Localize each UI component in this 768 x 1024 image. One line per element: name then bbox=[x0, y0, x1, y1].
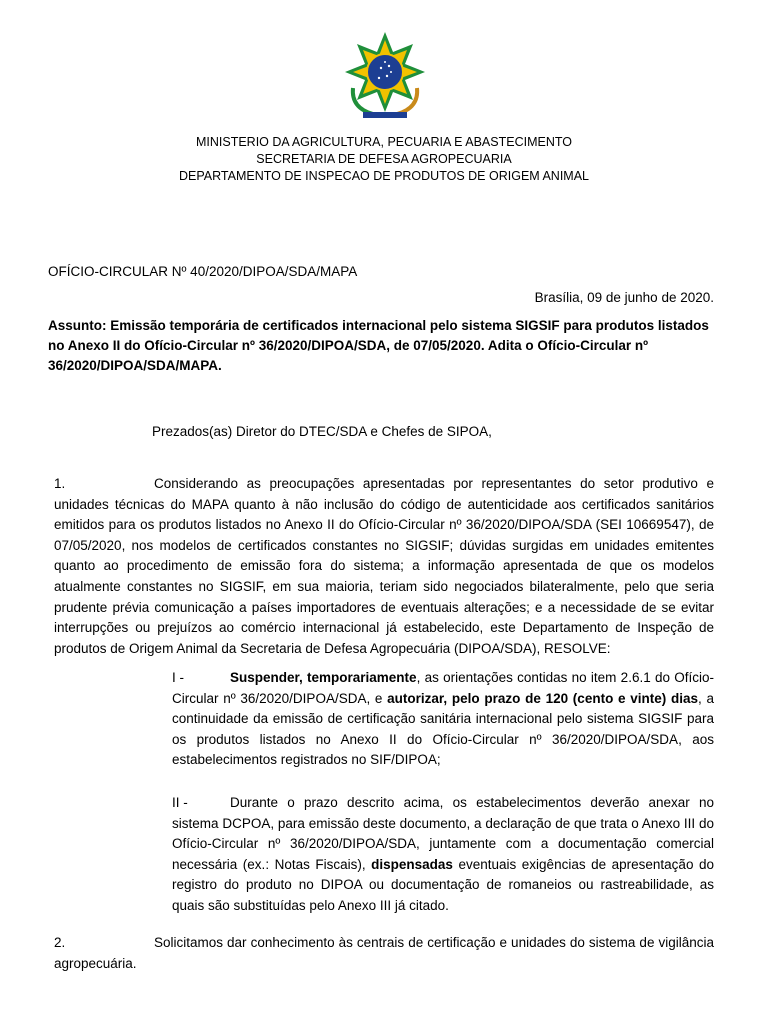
paragraph-number: 1. bbox=[54, 476, 66, 491]
item-text: , as orientações contidas no item 2.6.1 do Ofício-Circular nº 36/2020/DIPOA/SDA, e bbox=[172, 670, 714, 706]
document-reference: OFÍCIO-CIRCULAR Nº 40/2020/DIPOA/SDA/MAPA bbox=[48, 264, 358, 279]
paragraph-2 bbox=[54, 933, 714, 974]
paragraph-1 bbox=[54, 474, 714, 659]
brazil-coat-of-arms-icon bbox=[343, 28, 427, 120]
ministry-name: MINISTERIO DA AGRICULTURA, PECUARIA E ABASTECIMENTO bbox=[195, 135, 572, 149]
greeting: Prezados(as) Diretor do DTEC/SDA e Chefes de SIPOA, bbox=[152, 424, 492, 439]
paragraph-number: 2. bbox=[54, 935, 66, 950]
item-numeral: I - bbox=[172, 670, 184, 685]
item-numeral: II - bbox=[172, 795, 188, 810]
department-name: DEPARTAMENTO DE INSPECAO DE PRODUTOS DE ORIGEM ANIMAL bbox=[178, 169, 590, 183]
item-text: Durante o prazo descrito acima, os estabelecimentos deverão anexar no sistema DCPOA, para emissão deste documento, a declaração de que trata o Anexo III do Ofício-Circular nº 36/2020/DIPOA/SDA, juntamente com a documentação comercial necessária (ex.: Notas Fiscais), bbox=[172, 795, 714, 872]
secretariat-name: SECRETARIA DE DEFESA AGROPECUARIA bbox=[256, 152, 512, 166]
item-i bbox=[172, 668, 714, 771]
item-text: eventuais exigências de apresentação do registro do produto no DIPOA ou documentação de romaneios ou rastreabilidade, as quais são substituídas pelo Anexo III já citado. bbox=[172, 856, 714, 913]
document-subject: Assunto: Emissão temporária de certificados internacional pelo sistema SIGSIF para produtos listados no Anexo II do Ofício-Circular nº 36/2020/DIPOA/SDA, de 07/05/2020. Adita o Ofício-Circular nº 36/2020/DIPOA/SDA/MAPA. bbox=[48, 318, 709, 373]
item-text: , a continuidade da emissão de certificação sanitária internacional pelo sistema SIGSIF para os produtos listados no Anexo II do Ofício-Circular nº 36/2020/DIPOA/SDA, aos estabelecimentos registrados no SIF/DIPOA; bbox=[172, 690, 714, 768]
item-ii bbox=[172, 793, 714, 917]
document-date: Brasília, 09 de junho de 2020. bbox=[534, 290, 714, 305]
paragraph-text: Considerando as preocupações apresentadas por representantes do setor produtivo e unidades técnicas do MAPA quanto à não inclusão do código de autenticidade aos certificados sanitários emitidos para os produtos listados no Anexo II do Ofício-Circular nº 36/2020/DIPOA/SDA (SEI 10669547), de 07/05/2020, nos modelos de certificados constantes no SIGSIF; dúvidas surgidas em unidades emitentes quanto ao procedimento de emissão fora do sistema; a informação apresentada de que os modelos atualmente constantes no SIGSIF, em sua maioria, teriam sido negociados bilateralmente, pelo que seria prudente prévia comunicação a países importadores de eventuais alterações; e a necessidade de se evitar interrupções ou prejuízos ao comércio internacional já estabelecido, este Departamento de Inspeção de produtos de Origem Animal da Secretaria de Defesa Agropecuária (DIPOA/SDA), RESOLVE: bbox=[54, 476, 714, 656]
item-bold-text: autorizar, pelo prazo de 120 (cento e vinte) dias bbox=[387, 690, 698, 706]
ministry-header bbox=[0, 134, 768, 185]
item-bold-text: Suspender, temporariamente bbox=[230, 670, 417, 685]
paragraph-text: Solicitamos dar conhecimento às centrais de certificação e unidades do sistema de vigilância agropecuária. bbox=[54, 935, 714, 971]
item-bold-text: dispensadas bbox=[371, 856, 453, 872]
